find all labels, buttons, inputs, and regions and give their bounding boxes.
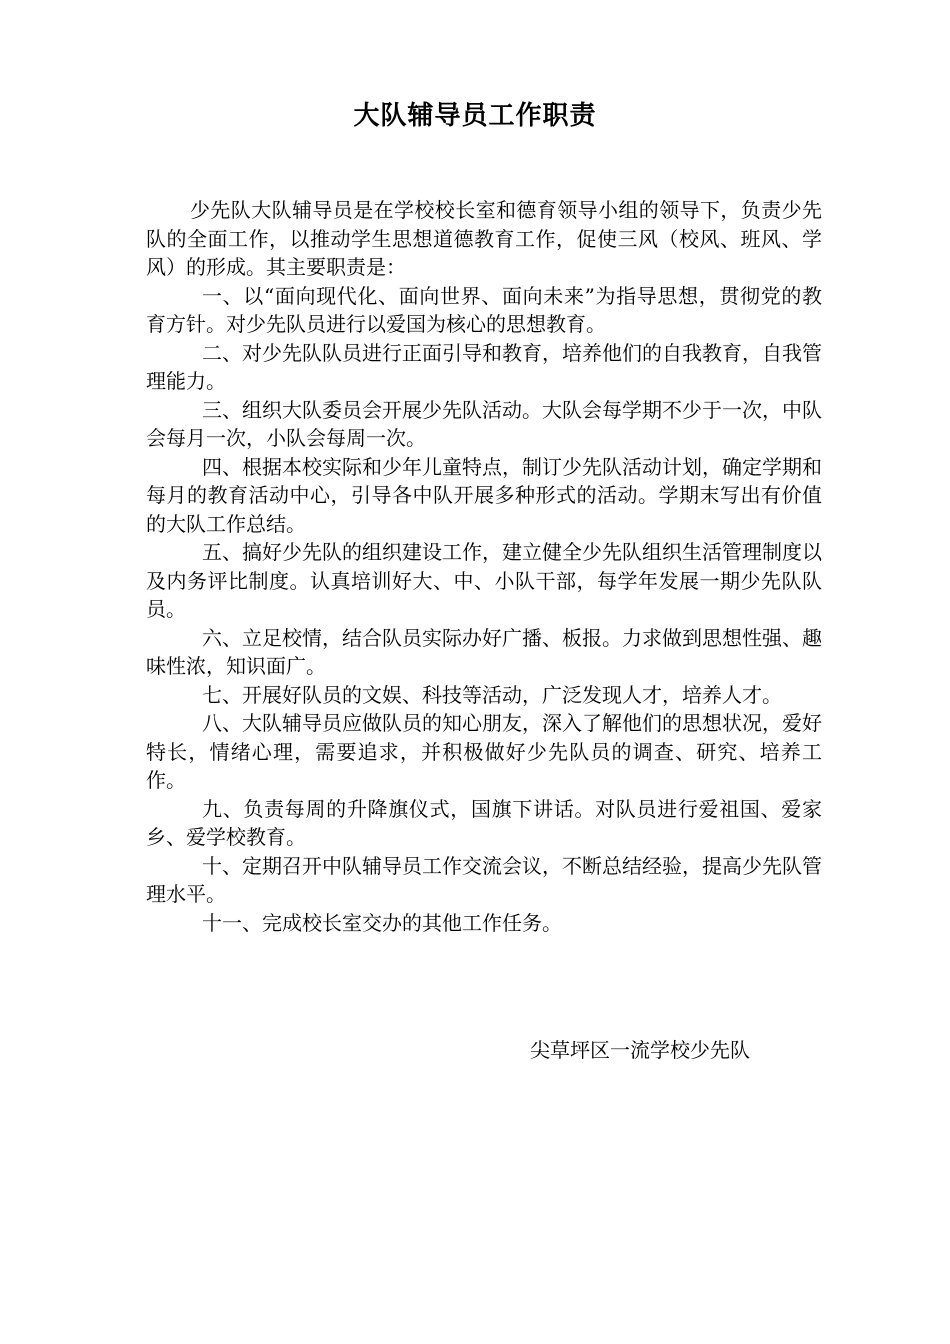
duty-item-8: 八、大队辅导员应做队员的知心朋友，深入了解他们的思想状况，爱好特长，情绪心理，需要追求，并积极做好少先队员的调查、研究、培养工作。 — [146, 711, 822, 792]
duty-item-11: 十一、完成校长室交办的其他工作任务。 — [202, 910, 562, 935]
duty-item-4: 四、根据本校实际和少年儿童特点，制订少先队活动计划，确定学期和每月的教育活动中心，引导各中队开展多种形式的活动。学期末写出有价值的大队工作总结。 — [146, 454, 822, 536]
document-body — [146, 196, 822, 937]
duty-item-6: 六、立足校情，结合队员实际办好广播、板报。力求做到思想性强、趣味性浓，知识面广。 — [146, 625, 822, 678]
signature: 尖草坪区一流学校少先队 — [530, 1038, 750, 1062]
duty-item-2: 二、对少先队队员进行正面引导和教育，培养他们的自我教育，自我管理能力。 — [146, 340, 822, 393]
duty-item-9: 九、负责每周的升降旗仪式，国旗下讲话。对队员进行爱祖国、爱家乡、爱学校教育。 — [146, 796, 822, 849]
duty-item-5: 五、搞好少先队的组织建设工作，建立健全少先队组织生活管理制度以及内务评比制度。认真培训好大、中、小队干部，每学年发展一期少先队队员。 — [146, 540, 822, 621]
duty-item-10: 十、定期召开中队辅导员工作交流会议，不断总结经验，提高少先队管理水平。 — [146, 853, 822, 906]
duty-item-1: 一、以“面向现代化、面向世界、面向未来”为指导思想，贯彻党的教育方针。对少先队员进行以爱国为核心的思想教育。 — [146, 283, 822, 336]
intro-paragraph: 少先队大队辅导员是在学校校长室和德育领导小组的领导下，负责少先队的全面工作，以推动学生思想道德教育工作，促使三风（校风、班风、学风）的形成。其主要职责是： — [146, 198, 822, 279]
document-title: 大队辅导员工作职责 — [353, 101, 597, 131]
duty-item-7: 七、开展好队员的文娱、科技等活动，广泛发现人才，培养人才。 — [202, 682, 782, 707]
duty-item-3: 三、组织大队委员会开展少先队活动。大队会每学期不少于一次，中队会每月一次，小队会每周一次。 — [146, 397, 822, 450]
